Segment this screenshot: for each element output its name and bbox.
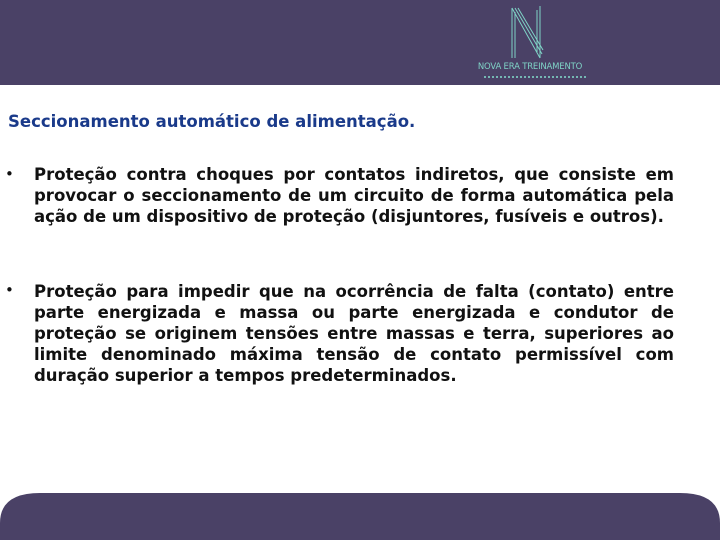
logo-tagline-line bbox=[484, 76, 588, 78]
bullet-item: Proteção para impedir que na ocorrência de falta (contato) entre parte energizada e massa ou parte energizada e condutor de proteção se originem tensões entre massas e terra, superiores ao limite denominado máxima tensão de contato permissível com duração superior a tempos predeterminados. bbox=[34, 282, 674, 385]
header-band bbox=[0, 0, 720, 85]
bullet-marker: • bbox=[5, 281, 14, 299]
bullet-item: Proteção contra choques por contatos indiretos, que consiste em provocar o seccionamento de um circuito de forma automática pela ação de um dispositivo de proteção (disjuntores, fusíveis e outros). bbox=[34, 165, 674, 226]
logo-name: NOVA ERA TREINAMENTO bbox=[477, 62, 583, 72]
bullet-marker: • bbox=[5, 165, 14, 183]
slide-title: Seccionamento automático de alimentação. bbox=[8, 112, 416, 131]
footer-band bbox=[0, 493, 720, 540]
company-logo bbox=[460, 2, 600, 82]
logo-n-icon bbox=[506, 4, 546, 60]
